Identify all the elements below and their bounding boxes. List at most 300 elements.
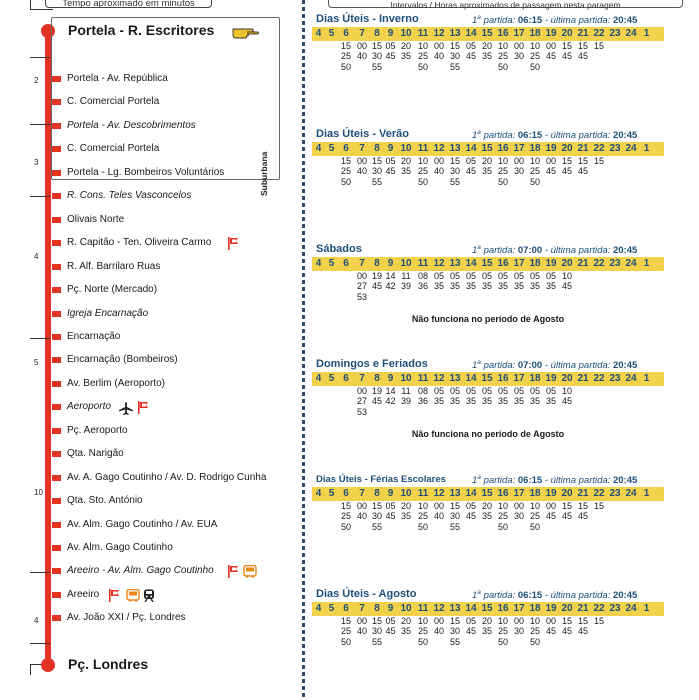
minute-cell: 10: [529, 501, 540, 511]
minutes-row: [312, 292, 664, 302]
hour-cell: 24: [625, 488, 637, 499]
minute-cell: 45: [545, 511, 556, 522]
segment-tick: [30, 643, 50, 644]
minute-cell: 25: [529, 626, 540, 637]
minute-cell: [325, 522, 338, 532]
hour-cell: 10: [400, 603, 412, 614]
minute-cell: [495, 292, 511, 302]
hour-cell: 4: [315, 373, 322, 384]
plane-icon: [119, 402, 133, 420]
hour-cell: 10: [400, 28, 412, 39]
departure-info: 1$^a$ partida: 06:15 - última partida: 20:45: [472, 474, 638, 487]
minute-cell: 55: [371, 521, 382, 532]
minute-cell: 50: [529, 636, 540, 647]
minute-cell: 00: [433, 41, 444, 51]
minute-cell: [575, 177, 591, 187]
minute-cell: 39: [400, 281, 411, 292]
minute-cell: 05: [465, 616, 476, 626]
stop-marker: [52, 475, 61, 481]
first-departure: 07:00: [517, 245, 543, 257]
minute-cell: [639, 511, 654, 521]
minutes-grid: [312, 501, 664, 532]
hour-cell: 21: [577, 28, 589, 39]
minute-cell: [591, 637, 607, 647]
hour-cell: 5: [328, 143, 335, 154]
minute-cell: [415, 292, 431, 302]
minute-cell: 15: [371, 616, 382, 626]
hour-cell: 24: [625, 143, 637, 154]
minute-cell: [338, 271, 354, 281]
minute-cell: 15: [449, 41, 460, 51]
minute-cell: [312, 292, 325, 302]
hour-cell: 22: [593, 488, 605, 499]
hour-cell: 7: [359, 143, 365, 154]
hour-cell: 7: [359, 603, 365, 614]
minute-cell: 10: [561, 271, 572, 281]
minute-cell: [479, 292, 495, 302]
hour-cell: 14: [465, 143, 477, 154]
minute-cell: 05: [545, 386, 556, 396]
minute-cell: 35: [449, 281, 460, 292]
minute-cell: [607, 41, 623, 51]
hour-cell: 15: [481, 28, 493, 39]
minute-cell: 50: [340, 176, 351, 187]
hour-cell: 16: [497, 258, 509, 269]
minute-cell: 25: [417, 626, 428, 637]
hour-cell: 13: [449, 28, 461, 39]
minute-cell: [415, 407, 431, 417]
hour-cell: 24: [625, 258, 637, 269]
minute-cell: 35: [449, 396, 460, 407]
minute-cell: [607, 626, 623, 636]
stop-label: Av. João XXI / Pç. Londres: [67, 612, 186, 623]
hour-cell: 23: [609, 28, 621, 39]
hour-cell: 20: [561, 28, 573, 39]
hour-cell: 18: [529, 488, 541, 499]
minute-cell: [397, 292, 415, 302]
flag-icon: [228, 237, 240, 255]
minute-cell: [559, 522, 575, 532]
hour-cell: 4: [315, 603, 322, 614]
minute-cell: 50: [497, 521, 508, 532]
minute-cell: 00: [356, 156, 367, 166]
intervals-header: Intervalos / Horas aproximados de passagem nesta paragem: [328, 0, 683, 8]
hour-cell: 5: [328, 28, 335, 39]
departure-info: 1$^a$ partida: 06:15 - última partida: 20:45: [472, 129, 638, 142]
minute-cell: [325, 626, 338, 636]
hour-cell: 22: [593, 603, 605, 614]
minute-cell: [591, 407, 607, 417]
minutes-row: [312, 62, 664, 72]
minute-cell: [325, 637, 338, 647]
minutes-row: [312, 156, 664, 166]
hour-cell: 21: [577, 143, 589, 154]
stop-label: R. Capitão - Ten. Oliveira Carmo: [67, 237, 212, 248]
hour-cell: 18: [529, 28, 541, 39]
hour-cell: 14: [465, 603, 477, 614]
minute-cell: [325, 271, 338, 281]
minute-cell: [639, 626, 654, 636]
hour-cell: 16: [497, 603, 509, 614]
minute-cell: [312, 156, 325, 166]
minute-cell: 05: [465, 156, 476, 166]
hour-cell: 23: [609, 258, 621, 269]
minute-cell: 00: [545, 616, 556, 626]
minute-cell: 45: [385, 166, 396, 177]
minute-cell: [575, 386, 591, 396]
minutes-row: [312, 616, 664, 626]
hour-cell: 15: [481, 373, 493, 384]
timetable-title: Dias Úteis - Agosto: [316, 588, 417, 600]
timetable-title: Dias Úteis - Inverno: [316, 13, 419, 25]
minutes-row: [312, 177, 664, 187]
minute-cell: 25: [340, 511, 351, 522]
minute-cell: 45: [465, 51, 476, 62]
minute-cell: [623, 616, 639, 626]
minute-cell: 20: [481, 501, 492, 511]
minute-cell: 11: [401, 386, 411, 396]
minute-cell: [312, 41, 325, 51]
hour-cell: 11: [417, 28, 429, 39]
stop-marker: [52, 334, 61, 340]
minute-cell: [511, 637, 527, 647]
minute-cell: [639, 62, 654, 72]
hour-cell: 1: [643, 143, 650, 154]
minute-cell: [312, 626, 325, 636]
minute-cell: 00: [513, 41, 524, 51]
hour-cell: 11: [417, 258, 429, 269]
minute-cell: [370, 407, 384, 417]
minute-cell: [463, 292, 479, 302]
hour-cell: 23: [609, 373, 621, 384]
minute-cell: [479, 62, 495, 72]
first-departure: 06:15: [517, 15, 543, 27]
minute-cell: [607, 522, 623, 532]
minute-cell: [639, 501, 654, 511]
hour-cell: 12: [433, 28, 445, 39]
minute-cell: [325, 501, 338, 511]
minute-cell: [591, 511, 607, 521]
minute-cell: [543, 292, 559, 302]
stop-label: Portela - Av. República: [67, 73, 168, 84]
minute-cell: 15: [593, 156, 604, 166]
minute-cell: 30: [449, 626, 460, 637]
hours-band: [312, 142, 664, 156]
minute-cell: 35: [433, 281, 444, 292]
minute-cell: [338, 407, 354, 417]
hour-cell: 1: [643, 488, 650, 499]
minute-cell: [639, 281, 654, 291]
minute-cell: 35: [400, 511, 411, 522]
hour-cell: 17: [513, 488, 525, 499]
minute-cell: [639, 177, 654, 187]
hour-cell: 14: [465, 373, 477, 384]
minute-cell: 05: [513, 386, 524, 396]
minute-cell: 50: [340, 636, 351, 647]
minute-cell: 35: [481, 511, 492, 522]
minute-cell: [447, 407, 463, 417]
stop-marker: [52, 193, 61, 199]
minute-cell: 25: [497, 511, 508, 522]
minute-cell: [559, 407, 575, 417]
minute-cell: [479, 177, 495, 187]
hour-cell: 23: [609, 143, 621, 154]
stop-marker: [52, 498, 61, 504]
minute-cell: [591, 271, 607, 281]
stop-label: Aeroporto: [67, 401, 111, 412]
minute-cell: [463, 177, 479, 187]
hour-cell: 8: [374, 488, 380, 499]
minute-cell: 25: [417, 51, 428, 62]
hour-cell: 13: [449, 143, 461, 154]
minute-cell: 15: [593, 501, 604, 511]
last-departure: 20:45: [612, 245, 638, 257]
stop-label: Av. Alm. Gago Coutinho / Av. EUA: [67, 519, 218, 530]
minute-cell: 45: [385, 626, 396, 637]
stop-marker: [52, 99, 61, 105]
hour-cell: 6: [343, 373, 349, 384]
hour-cell: 6: [343, 603, 349, 614]
minute-cell: 20: [400, 616, 411, 626]
minute-cell: 05: [497, 386, 508, 396]
stop-marker: [52, 592, 61, 598]
hour-cell: 13: [449, 258, 461, 269]
hour-cell: 10: [400, 143, 412, 154]
minute-cell: [447, 292, 463, 302]
hour-cell: 21: [577, 258, 589, 269]
minute-cell: 50: [340, 521, 351, 532]
stop-marker: [52, 170, 61, 176]
stop-marker: [52, 404, 61, 410]
first-departure: 06:15: [517, 590, 543, 602]
minute-cell: 50: [497, 176, 508, 187]
hour-cell: 22: [593, 143, 605, 154]
departure-info: 1$^a$ partida: 06:15 - última partida: 20:45: [472, 589, 638, 602]
minute-cell: 50: [340, 61, 351, 72]
stop-label: Pç. Aeroporto: [67, 425, 128, 436]
minute-cell: [325, 616, 338, 626]
stop-label: Areeiro: [67, 589, 100, 600]
minute-cell: [591, 396, 607, 406]
minutes-row: [312, 166, 664, 176]
hour-cell: 18: [529, 603, 541, 614]
minute-cell: [607, 637, 623, 647]
minute-cell: 35: [545, 396, 556, 407]
hour-cell: 13: [449, 603, 461, 614]
minute-cell: 05: [385, 616, 396, 626]
minute-cell: [623, 407, 639, 417]
hour-cell: 19: [545, 488, 557, 499]
minute-cell: [511, 407, 527, 417]
minute-cell: 15: [577, 616, 588, 626]
flag-icon: [138, 401, 150, 419]
hours-band: [312, 487, 664, 501]
minute-cell: 50: [417, 61, 428, 72]
minute-cell: 15: [371, 156, 382, 166]
minute-cell: [559, 637, 575, 647]
minutes-grid: [312, 386, 664, 417]
stop-label: R. Alf. Barrilaro Ruas: [67, 261, 161, 272]
minute-cell: 15: [449, 156, 460, 166]
minute-cell: 35: [465, 396, 476, 407]
minute-cell: 53: [356, 406, 367, 417]
minute-cell: 05: [385, 501, 396, 511]
stop-label: C. Comercial Portela: [67, 96, 160, 107]
minute-cell: [607, 292, 623, 302]
hour-cell: 8: [374, 28, 380, 39]
hour-cell: 4: [315, 28, 322, 39]
segment-time: 2: [34, 76, 39, 85]
hours-band: [312, 27, 664, 41]
minute-cell: 30: [371, 51, 382, 62]
hour-cell: 14: [465, 258, 477, 269]
minute-cell: 25: [340, 166, 351, 177]
minute-cell: [325, 292, 338, 302]
minute-cell: 10: [497, 616, 508, 626]
hour-cell: 18: [529, 373, 541, 384]
minute-cell: [354, 637, 370, 647]
minute-cell: 15: [593, 41, 604, 51]
minute-cell: 45: [545, 626, 556, 637]
service-note: Não funciona no período de Agosto: [411, 314, 565, 324]
minute-cell: 10: [529, 41, 540, 51]
minute-cell: [431, 637, 447, 647]
minute-cell: 20: [481, 616, 492, 626]
timetable-title: Sábados: [316, 243, 362, 255]
stop-label: Av. Alm. Gago Coutinho: [67, 542, 173, 553]
stop-marker: [52, 357, 61, 363]
hour-cell: 21: [577, 603, 589, 614]
minute-cell: 55: [371, 61, 382, 72]
minute-cell: 55: [449, 636, 460, 647]
minute-cell: 45: [561, 396, 572, 407]
minute-cell: [325, 177, 338, 187]
minute-cell: 27: [356, 396, 367, 407]
minutes-row: [312, 637, 664, 647]
minute-cell: [325, 166, 338, 176]
minute-cell: 30: [449, 166, 460, 177]
minute-cell: 30: [513, 51, 524, 62]
minute-cell: 00: [433, 501, 444, 511]
suburbana-label: Suburbana: [259, 151, 269, 196]
minute-cell: 25: [529, 51, 540, 62]
stop-marker: [52, 545, 61, 551]
minute-cell: [431, 177, 447, 187]
first-departure: 06:15: [517, 130, 543, 142]
minute-cell: [479, 637, 495, 647]
minute-cell: 20: [400, 501, 411, 511]
hour-cell: 21: [577, 488, 589, 499]
hour-cell: 20: [561, 258, 573, 269]
hour-cell: 15: [481, 603, 493, 614]
hour-cell: 9: [387, 28, 394, 39]
hour-cell: 17: [513, 603, 525, 614]
minute-cell: 50: [529, 521, 540, 532]
minute-cell: [591, 386, 607, 396]
stop-marker: [52, 287, 61, 293]
minute-cell: [623, 166, 639, 176]
hour-cell: 23: [609, 488, 621, 499]
hour-cell: 9: [387, 143, 394, 154]
hour-cell: 22: [593, 258, 605, 269]
hour-cell: 8: [374, 603, 380, 614]
minute-cell: [384, 637, 397, 647]
stop-label: Encarnação: [67, 331, 121, 342]
minutes-row: [312, 522, 664, 532]
timetable: [312, 473, 664, 573]
minute-cell: 35: [481, 626, 492, 637]
minute-cell: [607, 271, 623, 281]
minute-cell: 14: [385, 271, 396, 281]
minute-cell: [607, 51, 623, 61]
service-note: Não funciona no período de Agosto: [411, 429, 565, 439]
minutes-grid: [312, 616, 664, 647]
hour-cell: 24: [625, 373, 637, 384]
hour-cell: 11: [417, 143, 429, 154]
minute-cell: 20: [400, 41, 411, 51]
minute-cell: 15: [449, 616, 460, 626]
stop-label: Encarnação (Bombeiros): [67, 354, 178, 365]
minute-cell: 00: [545, 41, 556, 51]
minute-cell: 10: [497, 501, 508, 511]
minute-cell: 05: [465, 271, 476, 281]
minute-cell: [623, 501, 639, 511]
minute-cell: 55: [449, 176, 460, 187]
minute-cell: 42: [385, 396, 396, 407]
hour-cell: 13: [449, 488, 461, 499]
minute-cell: [639, 396, 654, 406]
stop-marker: [52, 311, 61, 317]
minutes-row: [312, 51, 664, 61]
minute-cell: 30: [513, 626, 524, 637]
minute-cell: 30: [371, 511, 382, 522]
minute-cell: 08: [417, 386, 428, 396]
minute-cell: 35: [400, 166, 411, 177]
hour-cell: 17: [513, 373, 525, 384]
minute-cell: 25: [497, 166, 508, 177]
minute-cell: 35: [400, 51, 411, 62]
last-departure: 20:45: [612, 475, 638, 487]
hour-cell: 9: [387, 373, 394, 384]
timetable: [312, 13, 664, 113]
minute-cell: 30: [449, 511, 460, 522]
minute-cell: 19: [371, 271, 382, 281]
stop-label: Areeiro - Av. Alm. Gago Coutinho: [67, 565, 214, 576]
minute-cell: 45: [465, 626, 476, 637]
hour-cell: 7: [359, 373, 365, 384]
minute-cell: [591, 626, 607, 636]
minute-cell: [591, 62, 607, 72]
hour-cell: 18: [529, 258, 541, 269]
minute-cell: 35: [529, 396, 540, 407]
segment-tick: [30, 124, 50, 125]
minute-cell: 30: [371, 166, 382, 177]
route-start-stop: Portela - R. Escritores: [68, 22, 215, 38]
minute-cell: 10: [417, 41, 428, 51]
minute-cell: 25: [529, 511, 540, 522]
minute-cell: 05: [465, 41, 476, 51]
minute-cell: [384, 177, 397, 187]
minute-cell: [575, 281, 591, 291]
minute-cell: [575, 407, 591, 417]
minute-cell: 50: [417, 521, 428, 532]
minute-cell: 00: [356, 501, 367, 511]
hour-cell: 5: [328, 603, 335, 614]
minute-cell: 53: [356, 291, 367, 302]
hour-cell: 10: [400, 488, 412, 499]
minute-cell: 20: [481, 156, 492, 166]
hour-cell: 6: [343, 143, 349, 154]
